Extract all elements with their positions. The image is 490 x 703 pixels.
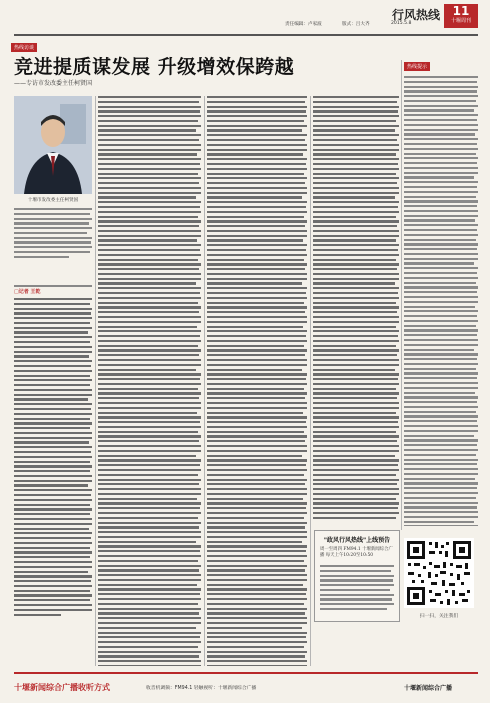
qr-code-icon[interactable]	[404, 538, 474, 608]
footer	[0, 676, 490, 703]
issue-date: 2015.5.8	[391, 21, 412, 26]
portrait-illustration	[14, 96, 92, 194]
footer-left: 十堰新闻综合广播收听方式	[14, 683, 110, 692]
portrait-photo	[14, 96, 92, 194]
sidebar-section-tag: 热线提示	[404, 62, 430, 71]
page-number-box	[444, 4, 478, 28]
footer-right: 十堰新闻综合广播	[404, 685, 453, 692]
col-rule-1	[95, 96, 96, 666]
byline: □记者 王乾	[14, 289, 41, 295]
program-ad-box	[314, 530, 400, 622]
masthead-rule	[14, 34, 478, 36]
page-number: 11	[452, 4, 470, 18]
text-col-1b	[14, 298, 92, 666]
edition-label: 十堰周刊	[450, 18, 471, 24]
text-col-2	[98, 96, 201, 666]
section-tag: 热线访谈	[11, 43, 37, 52]
col-rule-2	[204, 96, 205, 666]
program-schedule-lines	[320, 565, 394, 617]
sidebar-text	[404, 76, 478, 526]
footer-middle: 收音机调频：FM94.1 轻触视听：十堰新闻综合广播	[146, 686, 257, 691]
photo-caption: 十堰市发改委主任柯贤国	[27, 198, 79, 203]
subhead: ——专访市发改委主任柯贤国	[14, 80, 93, 87]
qr-caption: 扫一扫，关注我们	[419, 614, 459, 619]
editor-line: 责任编辑：卢家波	[285, 22, 322, 27]
byline-rule	[14, 285, 92, 287]
col-rule-4	[401, 60, 402, 530]
col-rule-3	[310, 96, 311, 666]
footer-rule	[14, 672, 478, 674]
text-col-4	[313, 96, 399, 522]
headline: 竞进提质谋发展 升级增效保跨越	[14, 56, 295, 78]
program-ad-text: 周一至周四 FM94.1 十堰新闻综合广播 每天上午10:20至10:50	[320, 547, 393, 558]
program-ad-title: "政风行风热线"上线预告	[323, 537, 391, 544]
text-col-1a	[14, 208, 92, 284]
column-title: 行风热线	[392, 8, 441, 22]
masthead	[0, 0, 490, 44]
proof-line: 版式：吕大齐	[342, 22, 370, 27]
text-col-3	[207, 96, 307, 666]
